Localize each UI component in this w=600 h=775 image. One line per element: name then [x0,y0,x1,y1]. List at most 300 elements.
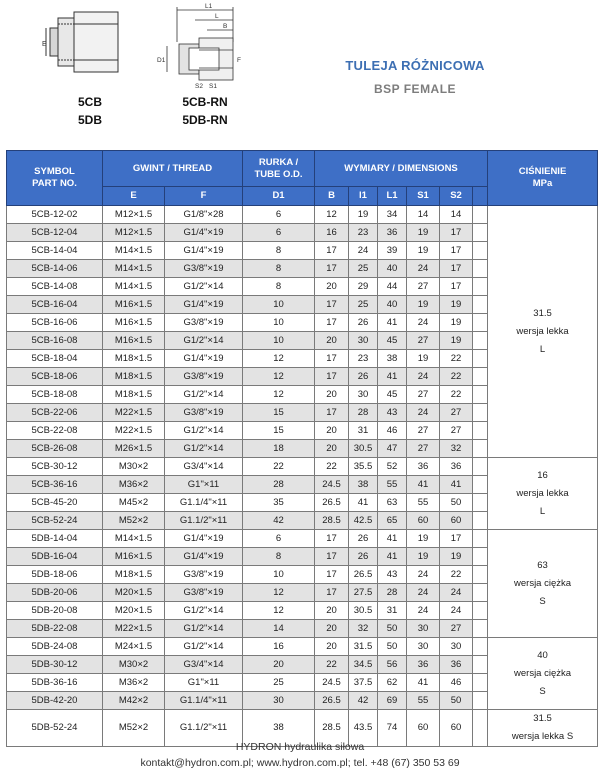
caption-5db: 5DB [77,113,102,127]
cell-l1: 25 [349,296,378,314]
cell-thread-f: G1/2"×14 [165,332,243,350]
col-d1-header: D1 [243,187,315,206]
table-row [7,206,598,224]
dim-f-label: F [237,57,241,64]
cell-b: 17 [315,260,349,278]
cell-b: 12 [315,206,349,224]
cell-symbol: 5CB-36-16 [7,476,103,494]
cell-l: 55 [378,476,407,494]
table-row [7,458,598,476]
cell-s1: 27 [407,422,440,440]
spec-table-body [7,206,598,747]
cell-l: 56 [378,656,407,674]
cell-l: 45 [378,332,407,350]
cell-thread-f: G1/2"×14 [165,602,243,620]
cell-symbol: 5CB-16-08 [7,332,103,350]
pressure-code: L [539,343,546,355]
cell-l1: 28 [349,404,378,422]
cell-spacer [473,314,488,332]
cell-tube-d1: 12 [243,350,315,368]
cell-symbol: 5CB-52-24 [7,512,103,530]
product-title: TULEJA RÓŻNICOWA [345,58,485,73]
cell-thread-e: M16×1.5 [103,296,165,314]
cell-l1: 42 [349,692,378,710]
cell-thread-e: M12×1.5 [103,224,165,242]
cell-tube-d1: 8 [243,260,315,278]
cell-thread-e: M22×1.5 [103,404,165,422]
cell-tube-d1: 6 [243,206,315,224]
cell-thread-e: M12×1.5 [103,206,165,224]
cell-s2: 27 [440,620,473,638]
cell-thread-e: M14×1.5 [103,260,165,278]
pressure-value: 40 [537,649,548,661]
cell-spacer [473,206,488,224]
cell-thread-e: M22×1.5 [103,620,165,638]
cell-symbol: 5CB-18-04 [7,350,103,368]
col-pressure-header: CIŚNIENIE MPa [488,151,598,206]
cell-s1: 27 [407,332,440,350]
cell-thread-f: G1/4"×19 [165,224,243,242]
cell-s1: 41 [407,674,440,692]
cell-b: 16 [315,224,349,242]
cell-b: 20 [315,278,349,296]
cell-l: 41 [378,530,407,548]
table-row [7,638,598,656]
cell-s1: 24 [407,566,440,584]
cell-thread-e: M52×2 [103,512,165,530]
caption-5db-rn: 5DB-RN [182,113,228,127]
cell-thread-e: M30×2 [103,656,165,674]
cell-thread-f: G1/2"×14 [165,440,243,458]
col-thread-header: GWINT / THREAD [103,151,243,187]
cell-b: 20 [315,332,349,350]
pressure-note: wersja lekka [516,325,569,337]
cell-l: 47 [378,440,407,458]
cell-tube-d1: 30 [243,692,315,710]
col-dimensions-header: WYMIARY / DIMENSIONS [315,151,488,187]
cell-thread-f: G1/2"×14 [165,386,243,404]
cell-l1: 30.5 [349,602,378,620]
pressure-group-cell [488,530,598,638]
cell-spacer [473,242,488,260]
pressure-code: L [539,505,546,517]
cell-l1: 34.5 [349,656,378,674]
cell-l1: 26 [349,314,378,332]
cell-spacer [473,602,488,620]
cell-spacer [473,584,488,602]
cell-s2: 27 [440,404,473,422]
cell-l: 28 [378,584,407,602]
cell-symbol: 5CB-22-08 [7,422,103,440]
cell-l1: 37.5 [349,674,378,692]
cell-symbol: 5DB-30-12 [7,656,103,674]
cell-symbol: 5CB-26-08 [7,440,103,458]
cell-thread-f: G1/2"×14 [165,620,243,638]
cell-s2: 32 [440,440,473,458]
col-s2-header: S2 [440,187,473,206]
cell-s1: 24 [407,368,440,386]
cell-spacer [473,656,488,674]
cell-l: 74 [378,710,407,747]
cell-tube-d1: 12 [243,584,315,602]
cell-s2: 36 [440,458,473,476]
cell-l1: 23 [349,224,378,242]
cell-s2: 27 [440,422,473,440]
cell-s1: 24 [407,260,440,278]
cell-s2: 60 [440,512,473,530]
cell-b: 26.5 [315,692,349,710]
cell-symbol: 5CB-22-06 [7,404,103,422]
cell-s2: 24 [440,584,473,602]
cell-tube-d1: 15 [243,404,315,422]
cell-s1: 24 [407,314,440,332]
cell-l: 65 [378,512,407,530]
cell-l1: 35.5 [349,458,378,476]
cell-thread-e: M36×2 [103,674,165,692]
cell-b: 17 [315,584,349,602]
cell-symbol: 5CB-14-04 [7,242,103,260]
dim-l1-label: L1 [205,3,213,10]
cell-s1: 19 [407,296,440,314]
pressure-note: wersja lekka [516,487,569,499]
cell-thread-e: M18×1.5 [103,350,165,368]
cell-l1: 41 [349,494,378,512]
cell-thread-e: M52×2 [103,710,165,747]
cell-thread-f: G1.1/2"×11 [165,710,243,747]
cell-spacer [473,476,488,494]
cell-l1: 24 [349,242,378,260]
cell-symbol: 5CB-14-08 [7,278,103,296]
cell-symbol: 5DB-20-08 [7,602,103,620]
cell-b: 17 [315,566,349,584]
pressure-value: 63 [537,559,548,571]
cell-l: 43 [378,404,407,422]
cell-b: 28.5 [315,512,349,530]
cell-spacer [473,224,488,242]
cell-symbol: 5CB-14-06 [7,260,103,278]
cell-l1: 23 [349,350,378,368]
cell-thread-f: G3/8"×19 [165,566,243,584]
cell-tube-d1: 12 [243,386,315,404]
cell-thread-e: M16×1.5 [103,332,165,350]
cell-symbol: 5DB-14-04 [7,530,103,548]
cell-l: 36 [378,224,407,242]
pressure-group-cell [488,206,598,458]
cell-thread-e: M16×1.5 [103,314,165,332]
cell-symbol: 5CB-12-02 [7,206,103,224]
cell-tube-d1: 10 [243,296,315,314]
pressure-value: 16 [537,469,548,481]
cell-l: 46 [378,422,407,440]
cell-thread-e: M18×1.5 [103,566,165,584]
cell-tube-d1: 15 [243,422,315,440]
cell-thread-f: G1/2"×14 [165,638,243,656]
cell-tube-d1: 12 [243,368,315,386]
cell-l1: 26 [349,548,378,566]
cell-s1: 14 [407,206,440,224]
cell-b: 20 [315,638,349,656]
dim-b-label: B [223,23,228,30]
cell-tube-d1: 42 [243,512,315,530]
cell-thread-e: M36×2 [103,476,165,494]
cell-spacer [473,296,488,314]
cell-l1: 25 [349,260,378,278]
cell-s2: 22 [440,350,473,368]
cell-symbol: 5CB-16-04 [7,296,103,314]
cell-s2: 41 [440,476,473,494]
cell-thread-e: M18×1.5 [103,368,165,386]
cell-s2: 36 [440,656,473,674]
cell-thread-f: G3/8"×19 [165,584,243,602]
cell-spacer [473,350,488,368]
cell-tube-d1: 6 [243,224,315,242]
product-subtitle: BSP FEMALE [373,82,457,96]
cell-thread-e: M14×1.5 [103,278,165,296]
pressure-group-cell [488,638,598,710]
cell-s1: 19 [407,224,440,242]
cell-l1: 30.5 [349,440,378,458]
cell-s1: 55 [407,494,440,512]
cell-b: 17 [315,314,349,332]
dim-e-label: E [42,41,47,48]
dim-d1-label: D1 [157,57,166,64]
cell-symbol: 5CB-30-12 [7,458,103,476]
cell-tube-d1: 10 [243,314,315,332]
cell-s2: 19 [440,548,473,566]
cell-l: 31 [378,602,407,620]
cell-thread-f: G1.1/2"×11 [165,512,243,530]
cell-l: 40 [378,260,407,278]
cell-spacer [473,494,488,512]
cell-spacer [473,332,488,350]
cell-symbol: 5DB-42-20 [7,692,103,710]
cell-s2: 19 [440,314,473,332]
cell-s1: 24 [407,584,440,602]
cell-s1: 41 [407,476,440,494]
cell-l: 41 [378,548,407,566]
cell-tube-d1: 8 [243,278,315,296]
cell-b: 20 [315,440,349,458]
cell-thread-f: G1"×11 [165,674,243,692]
cell-b: 24.5 [315,674,349,692]
cell-s1: 36 [407,458,440,476]
cell-l: 40 [378,296,407,314]
cell-s2: 50 [440,494,473,512]
cell-thread-e: M18×1.5 [103,386,165,404]
cell-thread-e: M22×1.5 [103,422,165,440]
pressure-code: S [539,685,546,697]
cell-spacer [473,368,488,386]
cell-b: 20 [315,602,349,620]
cell-symbol: 5DB-52-24 [7,710,103,747]
cell-symbol: 5CB-18-08 [7,386,103,404]
dim-s1-label: S1 [209,83,217,90]
cell-l: 41 [378,314,407,332]
cell-thread-f: G1/4"×19 [165,530,243,548]
cell-thread-f: G1/2"×14 [165,422,243,440]
cell-symbol: 5DB-36-16 [7,674,103,692]
cell-s1: 19 [407,350,440,368]
cell-spacer [473,692,488,710]
cell-s1: 27 [407,386,440,404]
cell-l: 50 [378,620,407,638]
cell-l1: 26 [349,368,378,386]
cell-symbol: 5DB-22-08 [7,620,103,638]
cell-spacer [473,278,488,296]
cell-symbol: 5DB-18-06 [7,566,103,584]
cell-thread-f: G1/4"×19 [165,296,243,314]
cell-thread-e: M42×2 [103,692,165,710]
cell-tube-d1: 8 [243,548,315,566]
cell-tube-d1: 16 [243,638,315,656]
cell-l1: 42.5 [349,512,378,530]
cell-s2: 46 [440,674,473,692]
cell-l: 62 [378,674,407,692]
dim-l-label: L [215,13,219,20]
table-row [7,530,598,548]
cell-spacer [473,620,488,638]
cell-l1: 27.5 [349,584,378,602]
cell-s1: 30 [407,638,440,656]
cell-spacer [473,530,488,548]
cell-b: 17 [315,350,349,368]
pressure-value: 31.5 [533,713,552,724]
cell-s1: 60 [407,512,440,530]
cell-s2: 19 [440,296,473,314]
col-s1-header: S1 [407,187,440,206]
cell-thread-f: G3/8"×19 [165,368,243,386]
cell-tube-d1: 28 [243,476,315,494]
cell-l1: 43.5 [349,710,378,747]
cell-s2: 17 [440,260,473,278]
cell-s2: 22 [440,386,473,404]
cell-b: 17 [315,368,349,386]
cell-thread-f: G3/8"×19 [165,260,243,278]
cell-thread-f: G1/4"×19 [165,242,243,260]
fitting-drawing-5cb-rn [145,2,255,90]
cell-s2: 50 [440,692,473,710]
cell-l: 41 [378,368,407,386]
cell-s2: 22 [440,566,473,584]
col-e-header: E [103,187,165,206]
pressure-note: wersja ciężka [514,667,572,679]
cell-symbol: 5DB-16-04 [7,548,103,566]
col-l-header: L1 [378,187,407,206]
col-l1-header: l1 [349,187,378,206]
pressure-code: S [539,595,546,607]
cell-symbol: 5DB-20-06 [7,584,103,602]
cell-b: 17 [315,242,349,260]
cell-l: 43 [378,566,407,584]
cell-spacer [473,458,488,476]
cell-thread-f: G3/8"×19 [165,404,243,422]
cell-b: 28.5 [315,710,349,747]
cell-s1: 19 [407,530,440,548]
pressure-value: 31.5 [533,307,552,319]
cell-l1: 29 [349,278,378,296]
cell-l1: 26.5 [349,566,378,584]
cell-s2: 14 [440,206,473,224]
cell-spacer [473,440,488,458]
cell-l: 34 [378,206,407,224]
cell-spacer [473,422,488,440]
spec-table [6,150,598,747]
cell-thread-f: G1.1/4"×11 [165,692,243,710]
cell-thread-e: M20×1.5 [103,602,165,620]
cell-symbol: 5CB-18-06 [7,368,103,386]
pressure-note: wersja ciężka [514,577,572,589]
cell-thread-e: M30×2 [103,458,165,476]
dim-s2-label: S2 [195,83,203,90]
cell-b: 17 [315,548,349,566]
cell-l: 69 [378,692,407,710]
cell-l1: 30 [349,386,378,404]
header-area [0,0,600,150]
cell-thread-f: G1.1/4"×11 [165,494,243,512]
cell-thread-f: G1/2"×14 [165,278,243,296]
cell-b: 22 [315,458,349,476]
cell-s2: 19 [440,332,473,350]
cell-symbol: 5CB-45-20 [7,494,103,512]
col-f-header: F [165,187,243,206]
cell-l1: 26 [349,530,378,548]
cell-l: 38 [378,350,407,368]
cell-tube-d1: 10 [243,566,315,584]
cell-tube-d1: 10 [243,332,315,350]
cell-s2: 17 [440,242,473,260]
cell-thread-e: M14×1.5 [103,530,165,548]
cell-spacer [473,638,488,656]
cell-s2: 24 [440,602,473,620]
caption-5cb: 5CB [77,95,102,109]
cell-b: 26.5 [315,494,349,512]
cell-spacer [473,404,488,422]
col-tube-header: RURKA / TUBE O.D. [243,151,315,187]
cell-thread-e: M14×1.5 [103,242,165,260]
cell-thread-e: M26×1.5 [103,440,165,458]
cell-spacer [473,512,488,530]
cell-spacer [473,566,488,584]
cell-s1: 24 [407,602,440,620]
cell-l1: 30 [349,332,378,350]
cell-b: 17 [315,530,349,548]
cell-thread-e: M16×1.5 [103,548,165,566]
cell-symbol: 5DB-24-08 [7,638,103,656]
cell-s1: 30 [407,620,440,638]
pressure-group-cell [488,458,598,530]
col-b-header: B [315,187,349,206]
cell-b: 17 [315,404,349,422]
cell-thread-f: G1/8"×28 [165,206,243,224]
col-symbol-header: SYMBOL PART NO. [7,151,103,206]
cell-thread-e: M20×1.5 [103,584,165,602]
cell-tube-d1: 25 [243,674,315,692]
cell-s1: 27 [407,440,440,458]
cell-s1: 19 [407,548,440,566]
cell-s1: 27 [407,278,440,296]
cell-s2: 17 [440,224,473,242]
cell-symbol: 5CB-16-06 [7,314,103,332]
cell-s1: 24 [407,404,440,422]
cell-s1: 60 [407,710,440,747]
cell-tube-d1: 20 [243,656,315,674]
cell-symbol: 5CB-12-04 [7,224,103,242]
cell-b: 20 [315,620,349,638]
col-spacer-header [473,187,488,206]
cell-spacer [473,260,488,278]
cell-tube-d1: 14 [243,620,315,638]
cell-l: 44 [378,278,407,296]
